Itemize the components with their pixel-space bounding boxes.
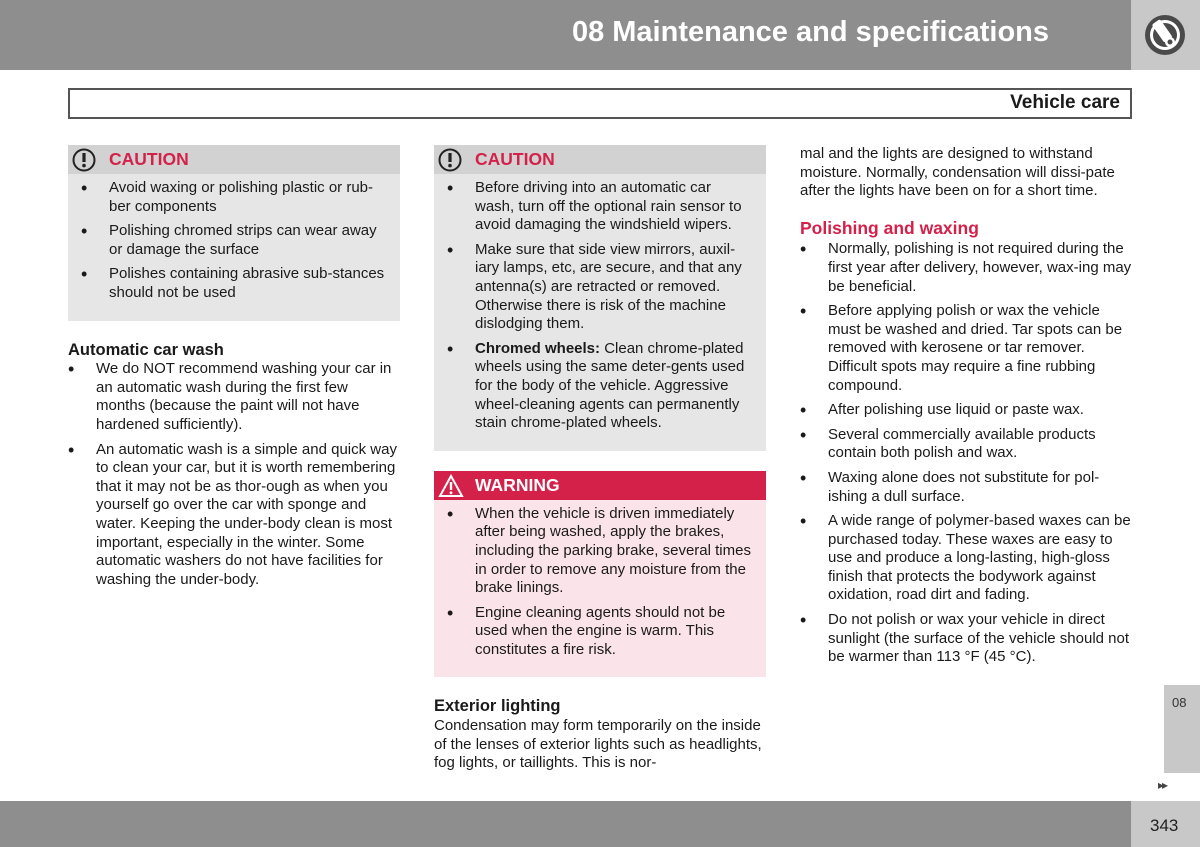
chapter-tab-label: 08 bbox=[1172, 695, 1187, 710]
list-item: • Polishes containing abrasive sub-stances should not be used bbox=[81, 265, 388, 302]
list-item: • After polishing use liquid or paste wax. bbox=[800, 401, 1132, 420]
caution-icon bbox=[72, 148, 96, 172]
column-2 bbox=[434, 145, 766, 773]
chapter-icon-box bbox=[1131, 0, 1200, 70]
list-item: • Before applying polish or wax the vehicle must be washed and dried. Tar spots can be removed with kerosene or tar remover. Difficult spots may require a fine rubbing compound. bbox=[800, 302, 1132, 395]
caution-icon bbox=[438, 148, 462, 172]
caution-box bbox=[68, 145, 400, 321]
caution-header bbox=[68, 145, 400, 174]
page-number: 343 bbox=[1150, 816, 1179, 835]
list-item: • Make sure that side view mirrors, auxil-iary lamps, etc, are secure, and that any antenna(s) are retracted or removed. Otherwise there is risk of the machine dislodging them. bbox=[447, 241, 754, 334]
list-item: • When the vehicle is driven immediately after being washed, apply the brakes, including the parking brake, several times in order to remove any moisture from the brake linings. bbox=[447, 505, 754, 598]
list-item: • Do not polish or wax your vehicle in direct sunlight (the surface of the vehicle should not be warmer than 113 °F (45 °C). bbox=[800, 611, 1132, 667]
list-item: • Waxing alone does not substitute for pol-ishing a dull surface. bbox=[800, 469, 1132, 506]
chromed-wheels-text: Clean chrome-plated wheels using the same deter-gents used for the body of the vehicle. Aggressive wheel-cleaning agents can permanently stain chrome-plated wheels. bbox=[475, 339, 745, 432]
section-title: Vehicle care bbox=[1010, 92, 1120, 113]
warning-triangle-icon bbox=[438, 474, 464, 498]
list-item: • Engine cleaning agents should not be used when the engine is warm. This constitutes a fire risk. bbox=[447, 604, 754, 660]
list-item: • We do NOT recommend washing your car in an automatic wash during the first few months (because the paint will not have hardened sufficiently). bbox=[68, 360, 400, 434]
caution-label: CAUTION bbox=[475, 149, 555, 169]
footer-band bbox=[0, 801, 1131, 847]
list-item: • A wide range of polymer-based waxes can be purchased today. These waxes are easy to use and produce a long-lasting, high-gloss finish that protects the bodywork against oxidation, road dirt and fading. bbox=[800, 512, 1132, 605]
heading-polishing-and-waxing: Polishing and waxing bbox=[800, 217, 979, 238]
header-band bbox=[0, 0, 1131, 70]
list-item: • Normally, polishing is not required during the first year after delivery, however, wax-ing may be beneficial. bbox=[800, 240, 1132, 296]
warning-label: WARNING bbox=[475, 474, 560, 495]
chapter-title: 08 Maintenance and specifications bbox=[571, 16, 1049, 48]
next-page-arrows: ▸▸ bbox=[1158, 778, 1167, 792]
heading-exterior-lighting: Exterior lighting bbox=[434, 697, 561, 716]
exterior-lighting-text: Condensation may form temporarily on the inside of the lenses of exterior lights such as headlights, fog lights, or taillights. This is nor- bbox=[434, 717, 762, 772]
list-item: • An automatic wash is a simple and quick way to clean your car, but it is worth remembering that it may not be as thor-ough as when you yourself go over the car with sponge and water. Keeping the under-body clean is most important, especially in the winter. Some automatic washers do not have facilities for washing the under-body. bbox=[68, 441, 400, 590]
list-item: • Before driving into an automatic car wash, turn off the optional rain sensor to avoid damaging the windshield wipers. bbox=[447, 179, 754, 235]
warning-box bbox=[434, 471, 766, 678]
wrench-cog-icon bbox=[1143, 13, 1187, 57]
heading-automatic-car-wash: Automatic car wash bbox=[68, 340, 224, 359]
caution-header bbox=[434, 145, 766, 174]
list-item-chromed-wheels bbox=[447, 340, 754, 433]
warning-header bbox=[434, 471, 766, 500]
caution-box bbox=[434, 145, 766, 451]
chromed-wheels-label: Chromed wheels: bbox=[475, 339, 601, 357]
column-1 bbox=[68, 145, 400, 595]
page-number-box bbox=[1131, 801, 1200, 847]
list-item: • Polishing chromed strips can wear away or damage the surface bbox=[81, 222, 388, 259]
section-bar bbox=[68, 88, 1132, 119]
chapter-tab bbox=[1164, 685, 1200, 773]
list-item: • Several commercially available products contain both polish and wax. bbox=[800, 426, 1132, 463]
column-3 bbox=[800, 145, 1132, 673]
exterior-lighting-continued: mal and the lights are designed to withstand moisture. Normally, condensation will dissi-pate after the lights have been on for a short time. bbox=[800, 145, 1115, 200]
list-item: • Avoid waxing or polishing plastic or rub-ber components bbox=[81, 179, 388, 216]
caution-label: CAUTION bbox=[109, 149, 189, 169]
